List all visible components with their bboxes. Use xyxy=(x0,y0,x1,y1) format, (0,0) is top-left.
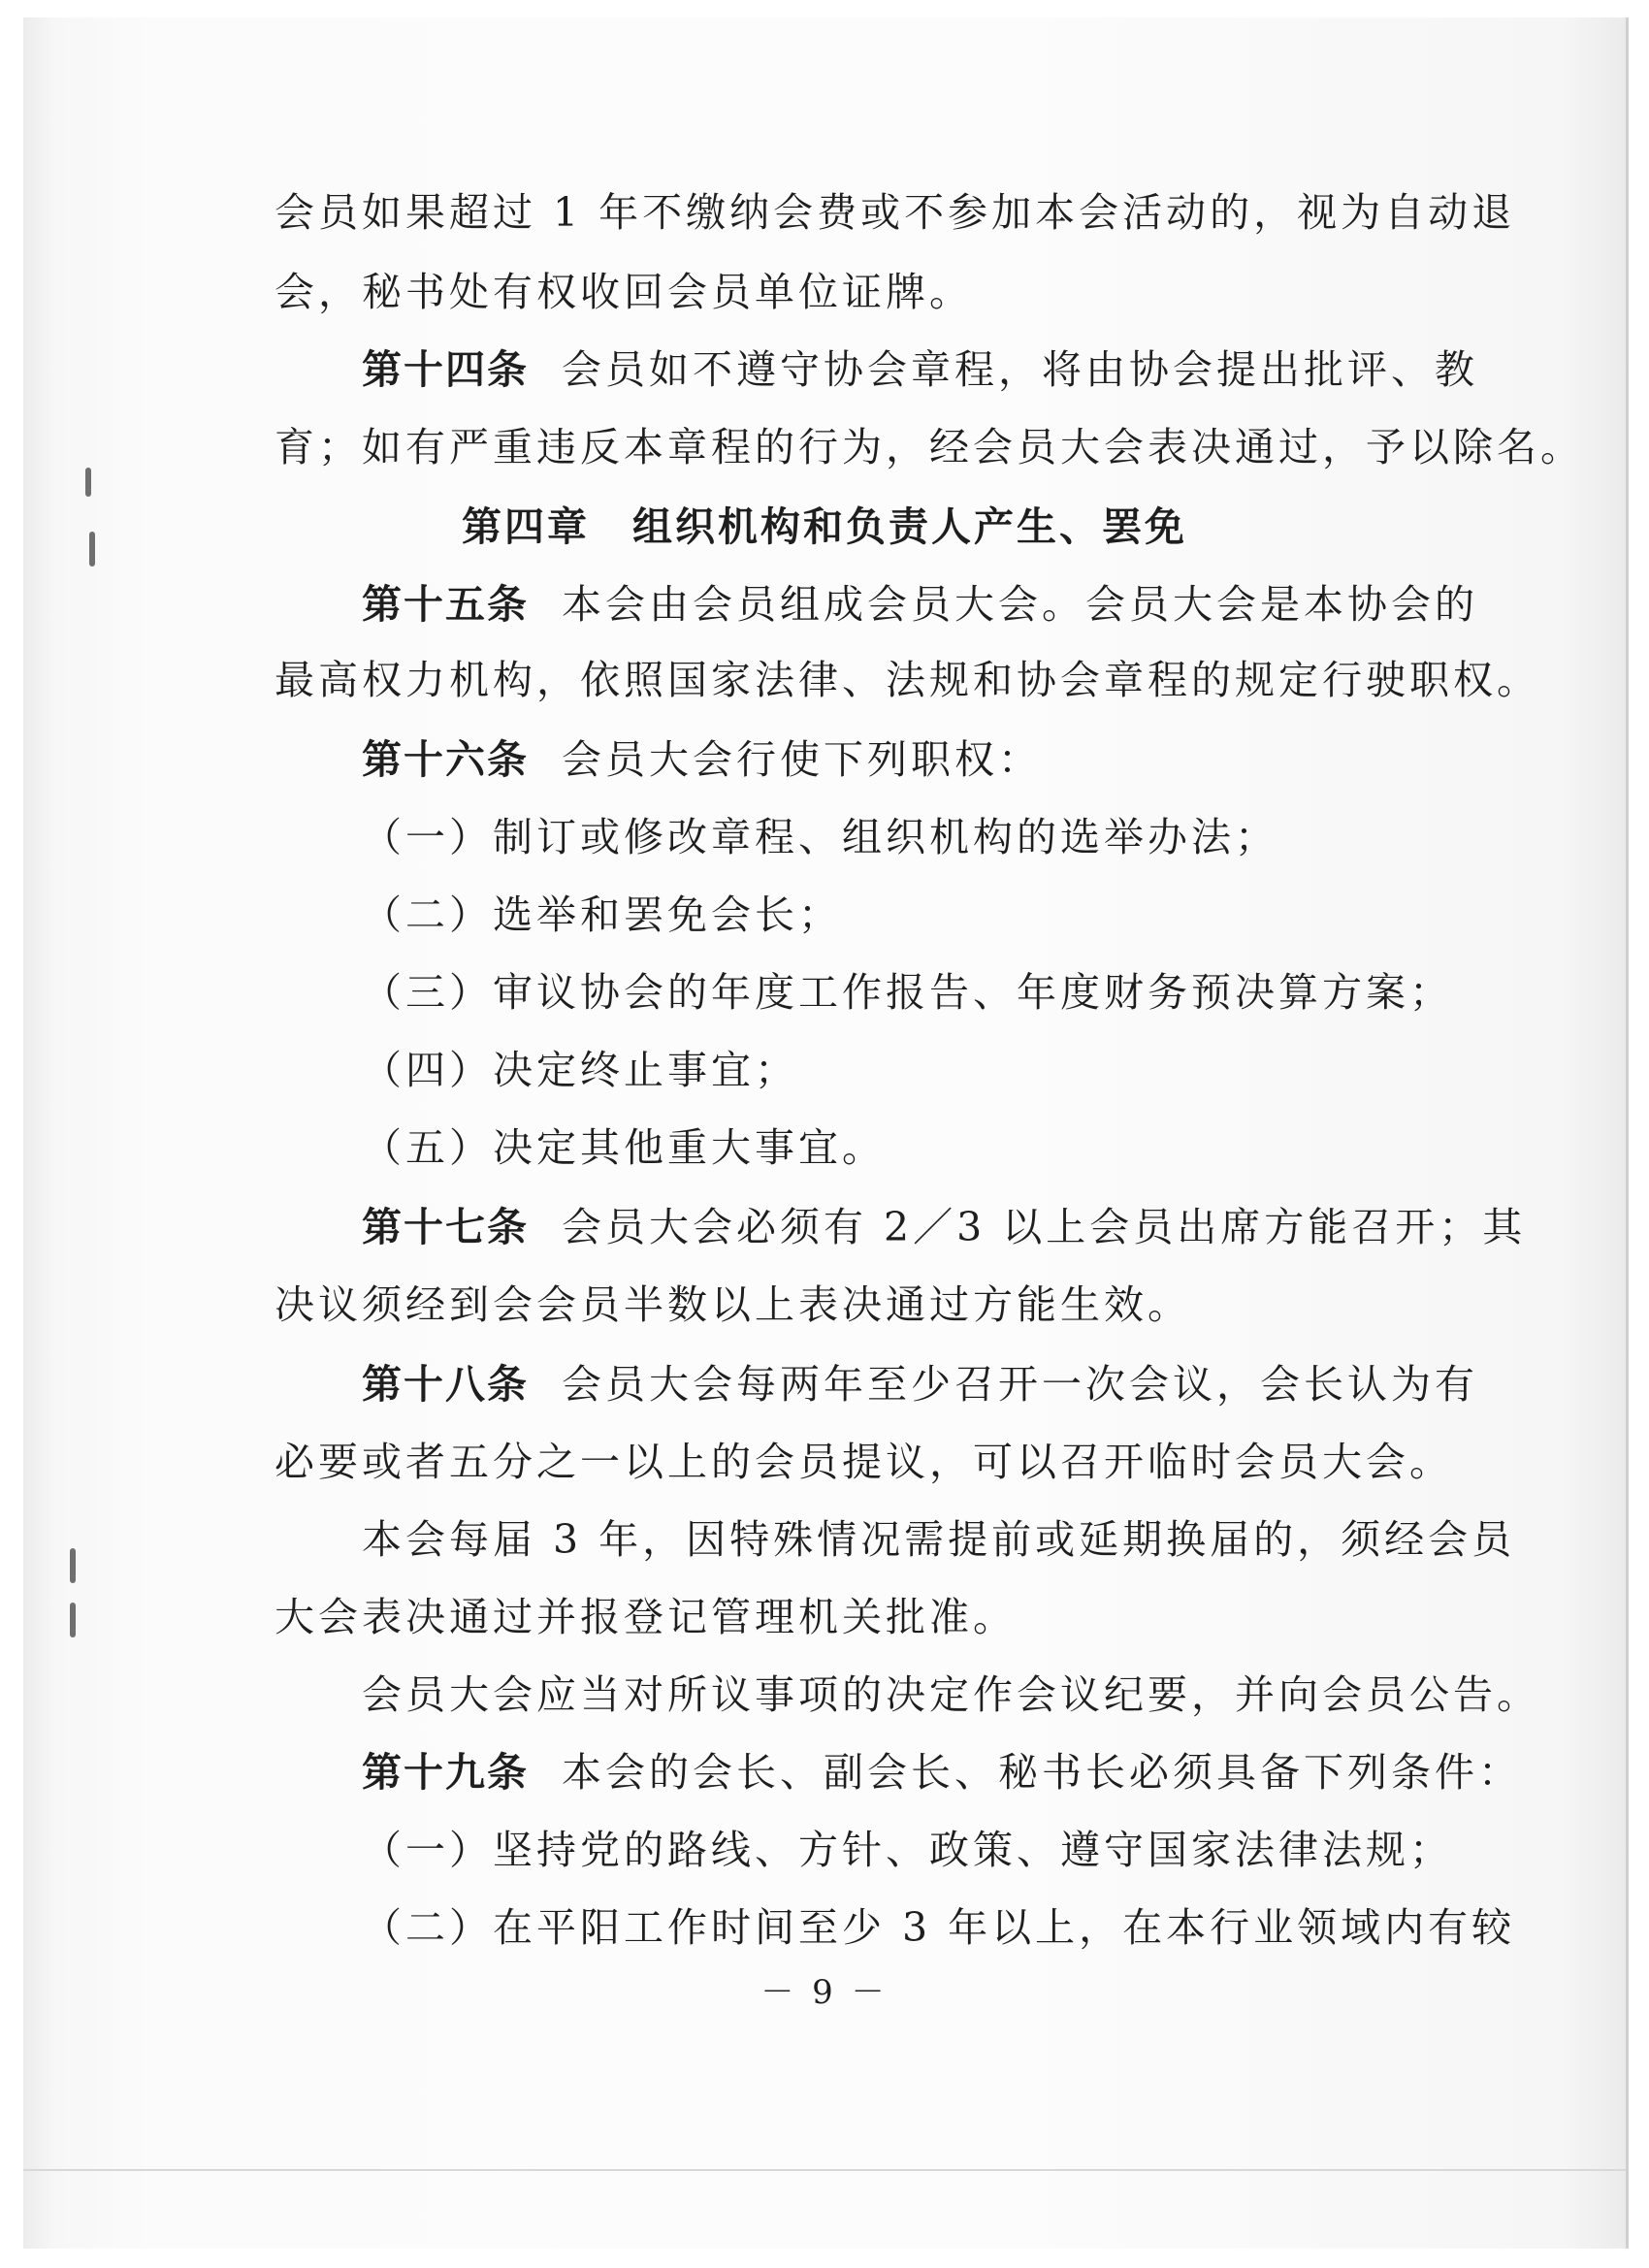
article-17-first-line xyxy=(362,1203,1565,1251)
list-item: （一）制订或修改章程、组织机构的选举办法； xyxy=(362,814,1278,860)
article-text: 本会的会长、副会长、秘书长必须具备下列条件： xyxy=(562,1749,1522,1796)
list-item: （二）选举和罢免会长； xyxy=(362,891,842,938)
article-label: 第十七条 xyxy=(362,1204,529,1250)
list-item: （三）审议协会的年度工作报告、年度财务预决算方案； xyxy=(362,969,1453,1016)
text-line: 决议须经到会会员半数以上表决通过方能生效。 xyxy=(275,1281,1191,1328)
text-line: 最高权力机构，依照国家法律、法规和协会章程的规定行驶职权。 xyxy=(275,657,1540,703)
article-label: 第十四条 xyxy=(362,346,529,393)
article-text: 会员大会行使下列职权： xyxy=(562,736,1042,783)
text-line: 本会每届 3 年，因特殊情况需提前或延期换届的，须经会员 xyxy=(362,1516,1516,1563)
article-text: 会员大会必须有 2／3 以上会员出席方能召开；其 xyxy=(562,1204,1527,1250)
article-text: 本会由会员组成会员大会。会员大会是本协会的 xyxy=(562,581,1478,628)
text-line: 会员大会应当对所议事项的决定作会议纪要，并向会员公告。 xyxy=(362,1671,1540,1718)
chapter-title: 第四章 组织机构和负责人产生、罢免 xyxy=(462,503,1187,550)
text-line: 育；如有严重违反本章程的行为，经会员大会表决通过，予以除名。 xyxy=(275,424,1584,470)
article-16-first-line xyxy=(362,735,1565,784)
list-item: （一）坚持党的路线、方针、政策、遵守国家法律法规； xyxy=(362,1827,1453,1873)
article-19-first-line xyxy=(362,1748,1565,1797)
article-label: 第十八条 xyxy=(362,1361,529,1408)
list-item: （四）决定终止事宜； xyxy=(362,1047,798,1093)
text-line: 会，秘书处有权收回会员单位证牌。 xyxy=(275,269,973,315)
article-label: 第十九条 xyxy=(362,1749,529,1796)
text-line: 大会表决通过并报登记管理机关批准。 xyxy=(275,1594,1017,1640)
article-15-first-line xyxy=(362,580,1565,629)
article-label: 第十五条 xyxy=(362,581,529,628)
article-18-first-line xyxy=(362,1360,1565,1409)
list-item: （二）在平阳工作时间至少 3 年以上，在本行业领域内有较 xyxy=(362,1904,1516,1951)
list-item: （五）决定其他重大事宜。 xyxy=(362,1124,886,1171)
text-line: 会员如果超过 1 年不缴纳会费或不参加本会活动的，视为自动退 xyxy=(275,189,1516,236)
article-14-first-line xyxy=(362,345,1565,394)
page-number: － 9 － xyxy=(760,1973,889,2012)
article-label: 第十六条 xyxy=(362,736,529,783)
article-text: 会员如不遵守协会章程，将由协会提出批评、教 xyxy=(562,346,1478,393)
text-line: 必要或者五分之一以上的会员提议，可以召开临时会员大会。 xyxy=(275,1439,1453,1485)
article-text: 会员大会每两年至少召开一次会议，会长认为有 xyxy=(562,1361,1478,1408)
